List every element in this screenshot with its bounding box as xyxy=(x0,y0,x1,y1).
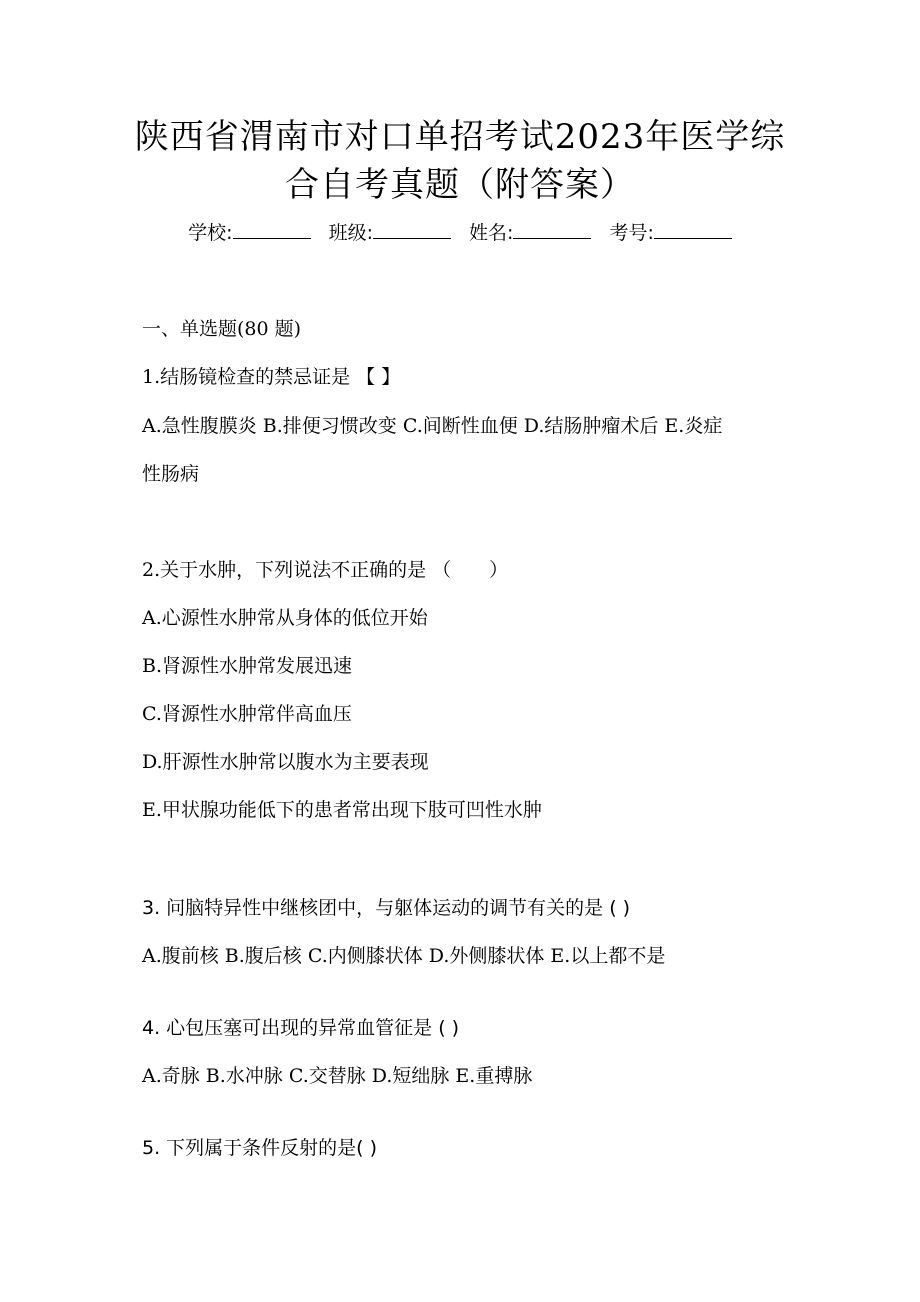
question-2-option-d: D.肝源性水肿常以腹水为主要表现 xyxy=(142,751,429,773)
school-label: 学校: xyxy=(188,222,233,244)
question-1-options-line-2: 性肠病 xyxy=(142,463,200,485)
class-field xyxy=(329,222,451,244)
question-5-stem: 5. 下列属于条件反射的是( ) xyxy=(142,1137,378,1159)
question-2-option-c: C.肾源性水肿常伴高血压 xyxy=(142,703,352,725)
exam-number-field xyxy=(609,222,731,244)
page-title-line-1: 陕西省渭南市对口单招考试2023年医学综 xyxy=(134,117,786,157)
name-blank xyxy=(513,220,591,239)
question-3-stem: 3. 问脑特异性中继核团中，与躯体运动的调节有关的是 ( ) xyxy=(142,897,631,919)
question-2-option-e: E.甲状腺功能低下的患者常出现下肢可凹性水肿 xyxy=(142,799,542,821)
name-label: 姓名: xyxy=(469,222,514,244)
exam-number-label: 考号: xyxy=(609,222,654,244)
question-3-options: A.腹前核 B.腹后核 C.内侧膝状体 D.外侧膝状体 E.以上都不是 xyxy=(142,945,666,967)
question-2-stem: 2.关于水肿，下列说法不正确的是 （ ） xyxy=(142,559,509,581)
question-1-stem: 1.结肠镜检查的禁忌证是 【 】 xyxy=(142,366,401,388)
question-2-option-a: A.心源性水肿常从身体的低位开始 xyxy=(142,607,428,629)
exam-number-blank xyxy=(654,220,732,239)
section-heading: 一、单选题(80 题) xyxy=(142,318,302,340)
class-blank xyxy=(373,220,451,239)
page-title-line-2: 合自考真题（附答案） xyxy=(285,165,635,205)
question-4-options: A.奇脉 B.水冲脉 C.交替脉 D.短绌脉 E.重搏脉 xyxy=(142,1065,533,1087)
question-1-options-line-1: A.急性腹膜炎 B.排便习惯改变 C.间断性血便 D.结肠肿瘤术后 E.炎症 xyxy=(142,415,723,437)
school-field xyxy=(188,222,310,244)
name-field xyxy=(469,222,591,244)
school-blank xyxy=(233,220,311,239)
class-label: 班级: xyxy=(328,222,373,244)
question-4-stem: 4. 心包压塞可出现的异常血管征是 ( ) xyxy=(142,1017,460,1039)
question-2-option-b: B.肾源性水肿常发展迅速 xyxy=(142,655,353,677)
student-info-row xyxy=(0,218,920,248)
